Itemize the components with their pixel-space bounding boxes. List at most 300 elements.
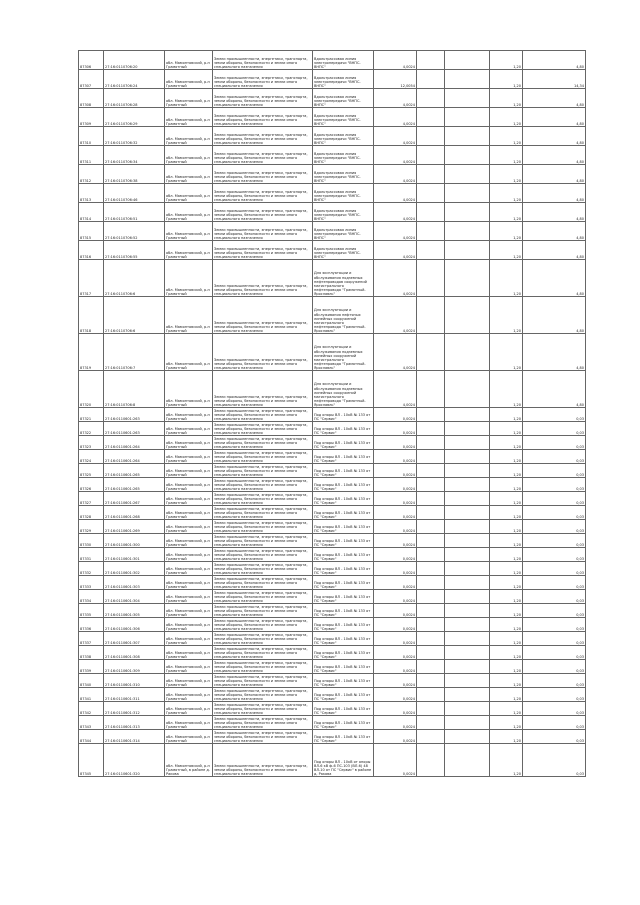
cell-empty [417, 730, 445, 744]
cell-amount [523, 334, 586, 371]
cell-empty [417, 660, 445, 674]
cell-cadastral-text: 27:16:0110706:51 [105, 216, 138, 221]
cell-land-category-text: Земли промышленности, энергетики, транспорта, земли обороны, безопасности и земли иного специального назначения [214, 478, 308, 491]
table-body [79, 51, 586, 777]
table-row [79, 334, 586, 371]
table-row [79, 450, 586, 464]
cell-area [374, 222, 417, 241]
cell-permitted-use-text: Под опоры ВЛ - 10кВ № 133 от ПС "Сервис" [314, 678, 371, 687]
cell-location [165, 688, 213, 702]
cell-permitted-use [313, 716, 374, 730]
cell-number [79, 464, 104, 478]
cell-location-text: обл. Мамонтовский, р-н Грамотный [166, 734, 210, 743]
cell-number [79, 548, 104, 562]
cell-cadastral-text: 27:16:0110706:38 [105, 178, 138, 183]
cell-amount-text: 0,03 [576, 556, 584, 561]
cell-area-text: 0,0024 [402, 696, 415, 701]
cell-amount-text: 0,03 [576, 514, 584, 519]
cell-empty [417, 506, 445, 520]
cell-number-text: 87316 [80, 254, 92, 259]
cell-amount [523, 371, 586, 408]
cell-amount [523, 660, 586, 674]
cell-empty [417, 89, 445, 108]
cell-cadastral [104, 506, 165, 520]
table-row [79, 590, 586, 604]
cell-cadastral-text: 27:16:0110601:267 [105, 500, 140, 505]
cell-area-text: 0,0024 [402, 444, 415, 449]
cell-permitted-use [313, 184, 374, 203]
cell-rate-text: 1,20 [513, 102, 521, 107]
cell-area [374, 604, 417, 618]
cell-area-text: 0,0024 [402, 486, 415, 491]
cell-location [165, 604, 213, 618]
cell-rate [490, 371, 523, 408]
cell-cadastral-text: 27:16:0110706:46 [105, 197, 138, 202]
cell-permitted-use [313, 146, 374, 165]
cell-number-text: 87336 [80, 626, 92, 631]
cell-land-category-text: Земли промышленности, энергетики, транспорта, земли обороны, безопасности и земли иного специального назначения [214, 75, 308, 88]
cell-land-category-text: Земли промышленности, энергетики, транспорта, земли обороны, безопасности и земли иного специального назначения [214, 436, 308, 449]
cell-location [165, 260, 213, 297]
cell-amount-text: 0,03 [576, 598, 584, 603]
cell-land-category-text: Земли промышленности, энергетики, транспорта, земли обороны, безопасности и земли иного специального назначения [214, 688, 308, 701]
cell-rate-text: 1,20 [513, 771, 521, 776]
cell-area-text: 4,0024 [402, 328, 415, 333]
cell-rate-text: 1,20 [513, 486, 521, 491]
cell-location-text: обл. Мамонтовский, р-н Грамотный [166, 636, 210, 645]
cell-number-text: 87329 [80, 528, 92, 533]
cell-location-text: обл. Мамонтовский, р-н Грамотный [166, 566, 210, 575]
cell-permitted-use-text: Для эксплуатации и обслуживания подземных нефтепроводов сооружений магистрального нефтепровода "Грамотный-Ярославль" [314, 271, 367, 296]
cell-empty [445, 146, 490, 165]
cell-number-text: 87339 [80, 668, 92, 673]
cell-number-text: 87334 [80, 598, 92, 603]
cell-permitted-use [313, 590, 374, 604]
cell-land-category [213, 127, 313, 146]
cell-cadastral-text: 27:16:0110601:320 [105, 771, 140, 776]
cell-cadastral [104, 604, 165, 618]
table-row [79, 520, 586, 534]
cell-cadastral [104, 618, 165, 632]
cell-empty [445, 184, 490, 203]
cell-permitted-use-text: Под опоры ВЛ - 10кВ № 133 от ПС "Сервис" [314, 636, 371, 645]
cell-amount-text: 4,80 [576, 291, 584, 296]
cell-permitted-use-text: Для эксплуатации и обслуживания подземных линейных сооружений магистрального нефтепровода "Грамотный-Ярославль" [314, 382, 366, 407]
cell-area [374, 89, 417, 108]
cell-location-text: обл. Мамонтовский, р-н Грамотный [166, 720, 210, 729]
cell-rate [490, 408, 523, 422]
table-row [79, 674, 586, 688]
cell-permitted-use-text: Под опоры ВЛ - 10кВ № 133 от ПС "Сервис" [314, 552, 371, 561]
cell-cadastral [104, 436, 165, 450]
cell-empty [417, 674, 445, 688]
cell-amount [523, 108, 586, 127]
cell-empty [417, 590, 445, 604]
cell-area-text: 4,0024 [402, 102, 415, 107]
cell-empty [445, 534, 490, 548]
cell-location-text: обл. Мамонтовский, р-н Грамотный [166, 324, 210, 333]
cell-rate [490, 744, 523, 777]
cell-number-text: 87306 [80, 64, 92, 69]
table-row [79, 604, 586, 618]
cell-cadastral [104, 646, 165, 660]
cell-cadastral-text: 27:16:0110706:28 [105, 102, 138, 107]
cell-permitted-use [313, 127, 374, 146]
table-row [79, 744, 586, 777]
cell-number [79, 222, 104, 241]
cell-area-text: 4,0024 [402, 121, 415, 126]
cell-number [79, 408, 104, 422]
cell-permitted-use-text: Под опоры ВЛ - 10кВ № 133 от ПС "Сервис" [314, 566, 371, 575]
cell-empty [417, 241, 445, 260]
cell-permitted-use [313, 534, 374, 548]
cell-empty [445, 371, 490, 408]
cell-land-category [213, 146, 313, 165]
cell-location-text: обл. Мамонтовский, р-н Грамотный [166, 650, 210, 659]
cell-rate-text: 1,20 [513, 626, 521, 631]
cell-amount [523, 436, 586, 450]
cell-land-category [213, 548, 313, 562]
cell-amount [523, 478, 586, 492]
cell-empty [445, 688, 490, 702]
cell-area [374, 646, 417, 660]
cell-empty [417, 646, 445, 660]
cell-permitted-use-text: Под опоры ВЛ - 10кВ № 133 от ПС "Сервис" [314, 594, 371, 603]
cell-amount [523, 51, 586, 70]
cell-location-text: обл. Мамонтовский, р-н Грамотный [166, 136, 210, 145]
cell-cadastral [104, 702, 165, 716]
cell-rate [490, 674, 523, 688]
table-row [79, 548, 586, 562]
cell-land-category-text: Земли промышленности, энергетики, транспорта, земли обороны, безопасности и земли иного специального назначения [214, 576, 308, 589]
cell-amount-text: 4,80 [576, 159, 584, 164]
cell-location [165, 146, 213, 165]
cell-cadastral-text: 27:16:0110706:7 [105, 365, 136, 370]
cell-permitted-use [313, 562, 374, 576]
cell-land-category [213, 702, 313, 716]
table-row [79, 632, 586, 646]
table-row [79, 127, 586, 146]
cell-amount [523, 590, 586, 604]
cell-location [165, 674, 213, 688]
cell-area-text: 0,0024 [402, 570, 415, 575]
cell-empty [417, 450, 445, 464]
cell-land-category [213, 165, 313, 184]
cell-cadastral-text: 27:16:0110601:264 [105, 458, 140, 463]
cell-rate-text: 1,20 [513, 654, 521, 659]
cell-land-category-text: Земли промышленности, энергетики, транспорта, земли обороны, безопасности и земли иного специального назначения [214, 674, 308, 687]
cell-area-text: 0,0024 [402, 612, 415, 617]
cell-amount [523, 184, 586, 203]
cell-permitted-use-text: Под опоры ВЛ - 10кВ от опоры ВЛ-6 кВ ф-6 ПС-103 (ВЛ-6) 48 ВЛ-10 от ПС "Сервис" в районе д. Ракова [314, 759, 372, 776]
table-row [79, 618, 586, 632]
cell-permitted-use-text: Вдольтрассовая линия электропередачи "ВНПС-ВНПС" [314, 56, 361, 69]
cell-location-text: обл. Мамонтовский, р-н Грамотный [166, 468, 210, 477]
cell-location-text: обл. Мамонтовский, р-н Грамотный [166, 594, 210, 603]
table-row [79, 89, 586, 108]
cell-land-category [213, 604, 313, 618]
cell-permitted-use [313, 492, 374, 506]
cell-permitted-use [313, 334, 374, 371]
cell-empty [445, 165, 490, 184]
cell-cadastral [104, 464, 165, 478]
cell-cadastral-text: 27:16:0110601:307 [105, 640, 140, 645]
cell-rate [490, 632, 523, 646]
cell-location [165, 744, 213, 777]
cell-number-text: 87338 [80, 654, 92, 659]
cell-amount [523, 646, 586, 660]
cell-land-category-text: Земли промышленности, энергетики, транспорта, земли обороны, безопасности и земли иного специального назначения [214, 548, 308, 561]
cell-amount-text: 0,03 [576, 724, 584, 729]
cell-cadastral [104, 422, 165, 436]
cell-land-category-text: Земли промышленности, энергетики, транспорта, земли обороны, безопасности и земли иного специального назначения [214, 189, 308, 202]
cell-location-text: обл. Мамонтовский, р-н Грамотный [166, 706, 210, 715]
cell-land-category-text: Земли промышленности, энергетики, транспорта, земли обороны, безопасности и земли иного специального назначения [214, 246, 308, 259]
cell-location [165, 165, 213, 184]
cell-area [374, 51, 417, 70]
cell-area [374, 660, 417, 674]
cell-land-category [213, 70, 313, 89]
cell-area [374, 730, 417, 744]
cell-number-text: 87327 [80, 500, 92, 505]
cell-permitted-use-text: Под опоры ВЛ - 10кВ № 133 от ПС "Сервис" [314, 692, 371, 701]
cell-permitted-use [313, 450, 374, 464]
cell-number [79, 702, 104, 716]
cell-empty [445, 89, 490, 108]
cell-location [165, 222, 213, 241]
cell-permitted-use-text: Вдольтрассовая линия электропередачи "ВНПС-ВНПС" [314, 227, 361, 240]
cell-area [374, 632, 417, 646]
cell-empty [417, 408, 445, 422]
cell-land-category [213, 51, 313, 70]
cell-number [79, 520, 104, 534]
cell-cadastral [104, 744, 165, 777]
cell-number [79, 632, 104, 646]
cell-amount-text: 0,03 [576, 710, 584, 715]
cell-empty [445, 604, 490, 618]
cell-area [374, 371, 417, 408]
cell-amount [523, 165, 586, 184]
cell-empty [417, 371, 445, 408]
cell-number-text: 87320 [80, 402, 92, 407]
cell-number [79, 590, 104, 604]
cell-empty [445, 478, 490, 492]
cell-number [79, 127, 104, 146]
cell-land-category-text: Земли промышленности, энергетики, транспорта, земли обороны, безопасности и земли иного специального назначения [214, 151, 308, 164]
cell-number [79, 297, 104, 334]
cell-permitted-use [313, 436, 374, 450]
cell-land-category-text: Земли промышленности, энергетики, транспорта, земли обороны, безопасности и земли иного специального назначения [214, 320, 308, 333]
cell-land-category [213, 674, 313, 688]
cell-rate-text: 1,20 [513, 444, 521, 449]
cell-area-text: 4,0024 [402, 140, 415, 145]
cell-area [374, 184, 417, 203]
cell-area [374, 464, 417, 478]
cell-cadastral-text: 27:16:0110601:301 [105, 556, 140, 561]
cell-location-text: обл. Мамонтовский, р-н Грамотный [166, 440, 210, 449]
cell-location [165, 108, 213, 127]
cell-permitted-use-text: Вдольтрассовая линия электропередачи "ВНПС-ВНПС" [314, 189, 361, 202]
cell-empty [417, 260, 445, 297]
cell-amount [523, 604, 586, 618]
cell-cadastral-text: 27:16:0110601:311 [105, 696, 140, 701]
table-row [79, 576, 586, 590]
cell-empty [417, 146, 445, 165]
cell-area-text: 4,0024 [402, 159, 415, 164]
cell-number-text: 87315 [80, 235, 92, 240]
cell-number [79, 576, 104, 590]
cell-empty [417, 744, 445, 777]
cell-empty [445, 744, 490, 777]
cell-rate-text: 1,20 [513, 556, 521, 561]
cell-number [79, 184, 104, 203]
cell-rate-text: 1,20 [513, 197, 521, 202]
cell-cadastral-text: 27:16:0110706:6 [105, 291, 136, 296]
cell-permitted-use-text: Под опоры ВЛ - 10кВ № 133 от ПС "Сервис" [314, 608, 371, 617]
cell-amount-text: 4,80 [576, 328, 584, 333]
table-row [79, 297, 586, 334]
cell-empty [417, 436, 445, 450]
cell-area [374, 203, 417, 222]
cell-empty [417, 548, 445, 562]
cell-number-text: 87342 [80, 710, 92, 715]
cell-area [374, 576, 417, 590]
cell-permitted-use [313, 464, 374, 478]
cell-rate-text: 1,20 [513, 254, 521, 259]
cell-area [374, 260, 417, 297]
cell-location-text: обл. Мамонтовский, р-н Грамотный [166, 250, 210, 259]
cell-cadastral-text: 27:16:0110601:264 [105, 444, 140, 449]
cell-cadastral-text: 27:16:0110601:265 [105, 486, 140, 491]
cell-rate-text: 1,20 [513, 528, 521, 533]
cell-area-text: 0,0024 [402, 556, 415, 561]
cell-empty [445, 562, 490, 576]
cell-cadastral [104, 89, 165, 108]
cell-permitted-use [313, 70, 374, 89]
cell-permitted-use [313, 632, 374, 646]
cell-cadastral-text: 27:16:0110706:34 [105, 159, 138, 164]
cell-rate-text: 1,20 [513, 570, 521, 575]
cell-cadastral [104, 716, 165, 730]
cell-cadastral-text: 27:16:0110601:309 [105, 668, 140, 673]
cell-area-text: 4,0024 [402, 402, 415, 407]
cell-location [165, 408, 213, 422]
cell-location-text: обл. Мамонтовский, р-н Грамотный [166, 98, 210, 107]
cell-rate-text: 1,20 [513, 178, 521, 183]
cell-number [79, 203, 104, 222]
cell-number [79, 450, 104, 464]
cell-land-category-text: Земли промышленности, энергетики, транспорта, земли обороны, безопасности и земли иного специального назначения [214, 590, 308, 603]
cell-rate [490, 716, 523, 730]
cell-area-text: 0,0024 [402, 710, 415, 715]
cell-permitted-use [313, 520, 374, 534]
cell-number [79, 108, 104, 127]
cell-cadastral [104, 730, 165, 744]
cell-cadastral [104, 203, 165, 222]
cell-number-text: 87309 [80, 121, 92, 126]
cell-area [374, 334, 417, 371]
cell-empty [417, 127, 445, 146]
cell-empty [445, 618, 490, 632]
cell-number-text: 87310 [80, 140, 92, 145]
cell-empty [445, 506, 490, 520]
cell-rate [490, 422, 523, 436]
cell-location-text: обл. Мамонтовский, р-н Грамотный [166, 117, 210, 126]
cell-amount [523, 408, 586, 422]
cell-cadastral-text: 27:16:0110601:314 [105, 738, 140, 743]
cell-location-text: обл. Мамонтовский, р-н Грамотный [166, 608, 210, 617]
cell-location-text: обл. Мамонтовский, р-н Грамотный [166, 212, 210, 221]
cell-amount-text: 0,03 [576, 771, 584, 776]
cell-amount [523, 260, 586, 297]
cell-cadastral [104, 674, 165, 688]
cell-empty [417, 422, 445, 436]
cell-empty [445, 51, 490, 70]
cell-rate [490, 184, 523, 203]
cell-location-text: обл. Мамонтовский, р-н Грамотный [166, 412, 210, 421]
cell-number [79, 371, 104, 408]
cell-number-text: 87345 [80, 771, 92, 776]
cell-permitted-use-text: Вдольтрассовая линия электропередачи "ВНПС-ВНПС" [314, 170, 361, 183]
cell-rate [490, 562, 523, 576]
cell-location [165, 334, 213, 371]
cell-land-category-text: Земли промышленности, энергетики, транспорта, земли обороны, безопасности и земли иного специального назначения [214, 357, 308, 370]
cell-area [374, 478, 417, 492]
cell-rate-text: 1,20 [513, 584, 521, 589]
cell-number [79, 534, 104, 548]
cell-area [374, 702, 417, 716]
table-row [79, 371, 586, 408]
cell-number [79, 744, 104, 777]
cell-land-category [213, 506, 313, 520]
cell-cadastral [104, 297, 165, 334]
cell-rate [490, 548, 523, 562]
cell-number-text: 87337 [80, 640, 92, 645]
cell-amount [523, 744, 586, 777]
cell-location-text: обл. Мамонтовский, р-н Грамотный [166, 361, 210, 370]
cell-permitted-use-text: Для эксплуатации и обслуживания нефтяных линейных сооружений магистрального нефтепровода "Грамотный-Ярославль" [314, 308, 366, 333]
cell-area-text: 0,0024 [402, 668, 415, 673]
cell-rate [490, 241, 523, 260]
cell-permitted-use [313, 203, 374, 222]
cell-area [374, 492, 417, 506]
cell-rate [490, 89, 523, 108]
cell-cadastral [104, 371, 165, 408]
cell-amount-text: 4,80 [576, 64, 584, 69]
cell-location [165, 520, 213, 534]
cell-rate-text: 1,20 [513, 159, 521, 164]
cell-empty [417, 51, 445, 70]
cell-cadastral [104, 590, 165, 604]
cell-area-text: 4,0024 [402, 197, 415, 202]
cell-amount [523, 450, 586, 464]
cell-rate-text: 1,20 [513, 724, 521, 729]
cell-land-category [213, 222, 313, 241]
cell-amount-text: 4,80 [576, 121, 584, 126]
cell-area-text: 4,0024 [402, 254, 415, 259]
cell-location [165, 632, 213, 646]
cell-area-text: 0,0024 [402, 771, 415, 776]
cell-location-text: обл. Мамонтовский, р-н Грамотный [166, 692, 210, 701]
cell-land-category [213, 108, 313, 127]
cell-cadastral [104, 146, 165, 165]
cell-location-text: обл. Мамонтовский, р-н Грамотный [166, 580, 210, 589]
table-row [79, 146, 586, 165]
cell-location [165, 576, 213, 590]
cell-area [374, 716, 417, 730]
cell-area [374, 422, 417, 436]
cell-amount-text: 0,03 [576, 696, 584, 701]
